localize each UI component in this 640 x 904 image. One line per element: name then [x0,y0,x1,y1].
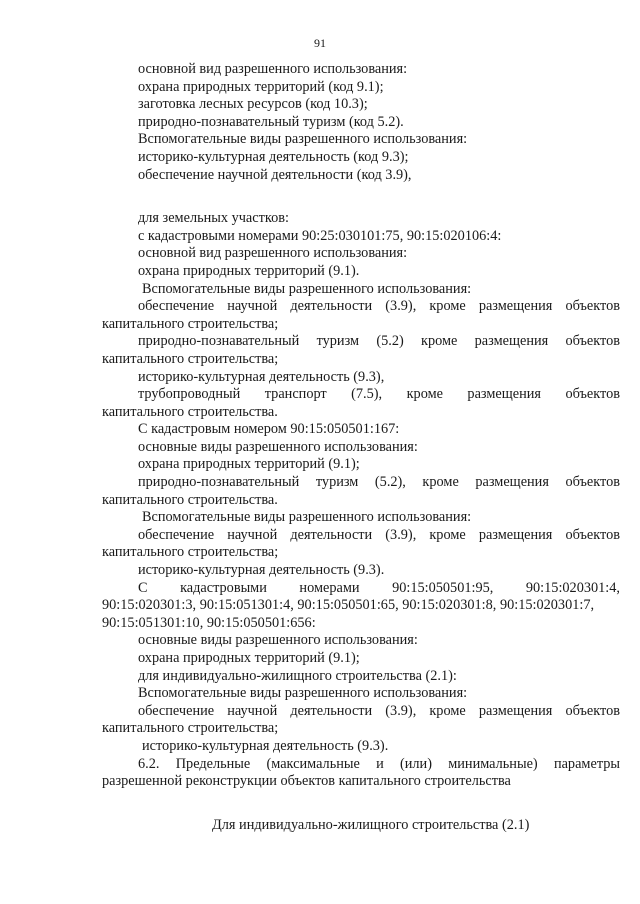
text-line: капитального строительства. [102,403,278,420]
text-line: основной вид разрешенного использования: [138,61,408,77]
text-line: обеспечение научной деятельности (3.9), кроме размещения объектов [138,526,620,543]
text-line: Вспомогательные виды разрешенного использования: [142,509,472,526]
text-line: историко-культурная деятельность (9.3), [138,368,385,385]
text-line: трубопроводный транспорт (7.5), кроме размещения объектов [138,386,620,403]
text-line: природно-познавательный туризм (5.2) кроме размещения объектов [138,333,620,350]
spacer [102,184,620,210]
text-line: капитального строительства; [102,315,279,332]
text-line: историко-культурная деятельность (код 9.3); [138,148,409,165]
text-line: 90:15:051301:10, 90:15:050501:656: [102,614,316,631]
text-line: природно-познавательный туризм (5.2), кроме размещения объектов [138,474,620,491]
text-line: С кадастровым номером 90:15:050501:167: [138,421,400,438]
text-line: обеспечение научной деятельности (код 3.9), [138,166,412,183]
text-line: охрана природных территорий (9.1); [138,650,360,666]
text-line: охрана природных территорий (9.1); [138,456,360,473]
text-line: для земельных участков: [138,210,289,227]
text-line: капитального строительства; [102,720,279,737]
text-line: охрана природных территорий (9.1). [138,262,360,279]
text-line: для индивидуально-жилищного строительства (2.1): [138,667,457,684]
text-line: Вспомогательные виды разрешенного использования: [142,280,472,297]
document-body [102,61,620,834]
text-line: капитального строительства; [102,350,279,367]
text-line: основной вид разрешенного использования: [138,245,408,262]
text-line: историко-культурная деятельность (9.3). [142,737,389,754]
text-line: 90:15:020301:3, 90:15:051301:4, 90:15:050501:65, 90:15:020301:8, 90:15:020301:7, [102,597,595,614]
text-line: основные виды разрешенного использования: [138,632,418,649]
text-line: 6.2. Предельные (максимальные и (или) минимальные) параметры [138,755,620,772]
text-line: природно-познавательный туризм (код 5.2). [138,113,404,130]
text-line: капитального строительства; [102,544,279,561]
text-line: Вспомогательные виды разрешенного использования: [138,685,468,702]
text-line: с кадастровыми номерами 90:25:030101:75, 90:15:020106:4: [138,227,502,244]
page-number: 91 [314,36,326,50]
text-line: обеспечение научной деятельности (3.9), кроме размещения объектов [138,702,620,719]
text-line: обеспечение научной деятельности (3.9), кроме размещения объектов [138,298,620,315]
text-line: разрешенной реконструкции объектов капитального строительства [102,773,511,790]
text-line: основные виды разрешенного использования: [138,438,418,455]
text-line: капитального строительства. [102,491,278,508]
section-heading: Для индивидуально-жилищного строительства (2.1) [212,816,530,833]
text-line: заготовка лесных ресурсов (код 10.3); [138,96,368,113]
text-line: Вспомогательные виды разрешенного использования: [138,131,468,148]
text-line: охрана природных территорий (код 9.1); [138,78,384,95]
spacer [102,791,620,817]
text-line: С кадастровыми номерами 90:15:050501:95, 90:15:020301:4, [138,579,620,596]
text-line: историко-культурная деятельность (9.3). [138,562,385,579]
